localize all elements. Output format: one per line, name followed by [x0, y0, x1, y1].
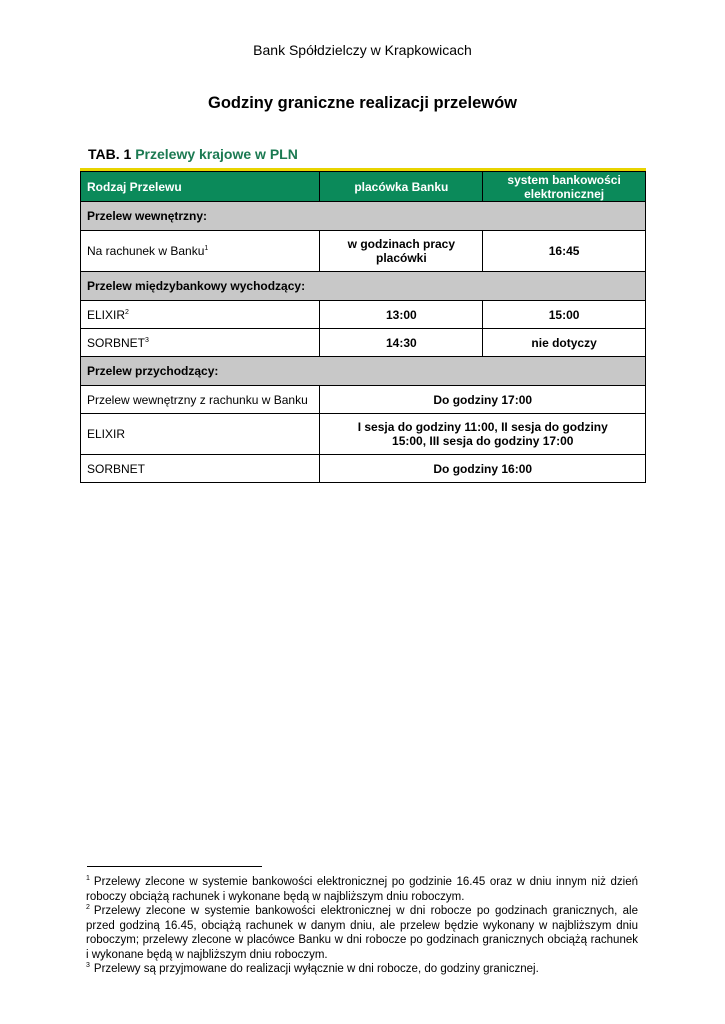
- row-label: SORBNET$^3$: [81, 329, 320, 357]
- row-label: ELIXIR$^2$: [81, 301, 320, 329]
- row-label: Przelew wewnętrzny z rachunku w Banku: [81, 386, 320, 414]
- section-incoming: Przelew przychodzący:: [81, 357, 646, 386]
- col-header-online: system bankowości elektronicznej: [483, 172, 646, 202]
- section-row: [81, 357, 646, 386]
- table-row: [81, 386, 646, 414]
- table-row: [81, 414, 646, 455]
- online-cell: 16:45: [483, 231, 646, 272]
- section-row: [81, 202, 646, 231]
- table-header-row: [81, 172, 646, 202]
- footnote-1: $^1$ Przelewy zlecone w systemie bankowości elektronicznej po godzinie 16.45 oraz w dniu innym niż dzień roboczy obciążą rachunek i wykonane będą w najbliższym dniu roboczym.: [86, 875, 638, 903]
- table-caption: [88, 146, 298, 162]
- table-title: Przelewy krajowe w PLN: [135, 146, 298, 162]
- footnote-separator: [87, 866, 262, 867]
- table-number: TAB. 1: [88, 146, 132, 162]
- table-row: [81, 455, 646, 483]
- branch-cell: w godzinach pracy placówki: [320, 231, 483, 272]
- branch-cell: 13:00: [320, 301, 483, 329]
- section-outgoing: Przelew międzybankowy wychodzący:: [81, 272, 646, 301]
- section-row: [81, 272, 646, 301]
- value-cell: Do godziny 17:00: [320, 386, 646, 414]
- footnote-2: $^2$ Przelewy zlecone w systemie bankowości elektronicznej w dni robocze po godzinach granicznych, ale przed godziną 16.45, obciążą rachunek w danym dniu, ale przelew będzie wykonany w najbliższym dniu roboczym; przelewy zlecone w placówce Banku w dni robocze po godzinach granicznych obciążą rachunek i wykonane będą w najbliższym dniu roboczym.: [86, 904, 638, 961]
- table-row: [81, 301, 646, 329]
- row-label: ELIXIR: [81, 414, 320, 455]
- value-cell: Do godziny 16:00: [320, 455, 646, 483]
- online-cell: nie dotyczy: [483, 329, 646, 357]
- table-row: [81, 231, 646, 272]
- value-cell: I sesja do godziny 11:00, II sesja do godziny 15:00, III sesja do godziny 17:00: [320, 414, 646, 455]
- row-label: Na rachunek w Banku$^1$: [81, 231, 320, 272]
- branch-cell: 14:30: [320, 329, 483, 357]
- row-label: SORBNET: [81, 455, 320, 483]
- col-header-type: Rodzaj Przelewu: [81, 172, 320, 202]
- section-internal: Przelew wewnętrzny:: [81, 202, 646, 231]
- transfer-cutoff-table: [80, 171, 646, 483]
- col-header-branch: placówka Banku: [320, 172, 483, 202]
- table-row: [81, 329, 646, 357]
- footnote-3: $^3$ Przelewy są przyjmowane do realizacji wyłącznie w dni robocze, do godziny granicznej.: [86, 962, 539, 975]
- page-title: Godziny graniczne realizacji przelewów: [207, 94, 517, 112]
- online-cell: 15:00: [483, 301, 646, 329]
- bank-name: Bank Spółdzielczy w Krapkowicach: [253, 42, 472, 58]
